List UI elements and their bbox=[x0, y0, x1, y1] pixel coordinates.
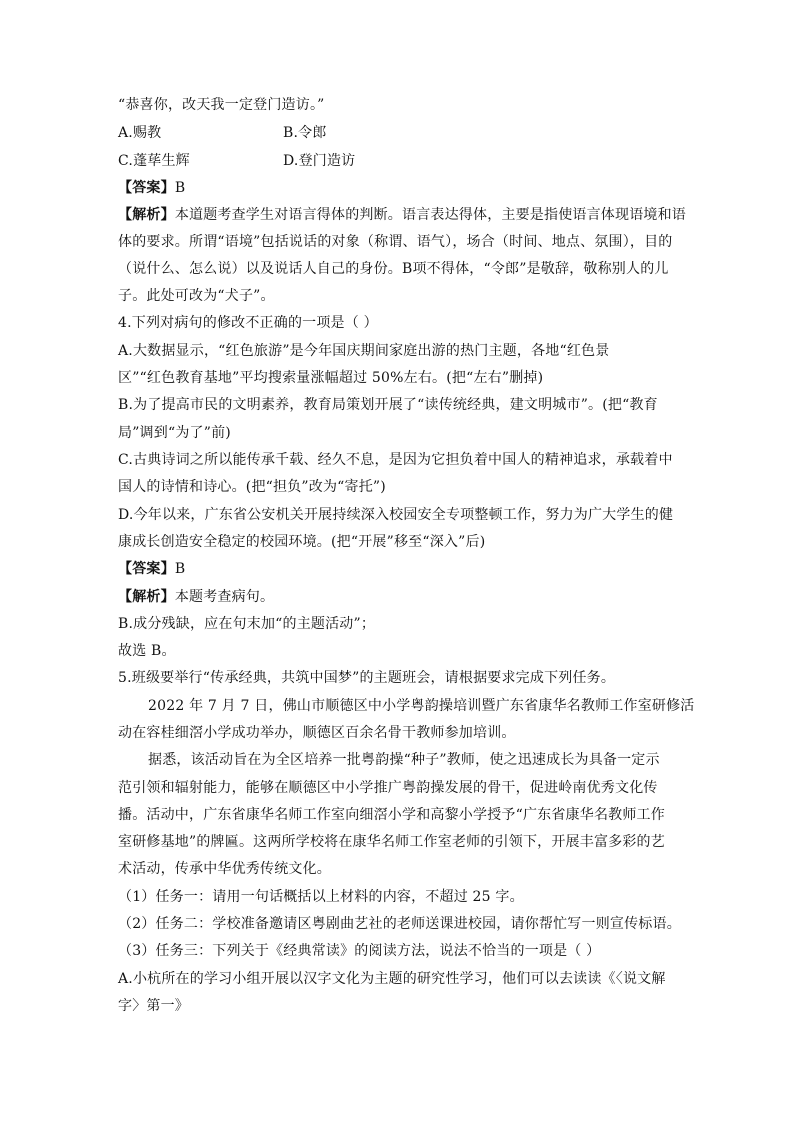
q4-option-line-1: A.大数据显示，“红色旅游”是今年国庆期间家庭出游的热门主题，各地“红色景 bbox=[118, 343, 610, 359]
q4-option-line-5: C.古典诗词之所以能传承千载、经久不息，是因为它担负着中国人的精神追求，承载着中 bbox=[118, 452, 673, 468]
q5-task-3-option-a-line-1: A.小杭所在的学习小组开展以汉字文化为主题的研究性学习，他们可以去读读《〈说文解 bbox=[118, 971, 666, 987]
q4-option-line-7: D.今年以来，广东省公安机关开展持续深入校园安全专项整顿工作，努力为广大学生的健 bbox=[118, 507, 674, 523]
q4-option-line-4: 局”调到“为了”前) bbox=[118, 425, 231, 441]
q4-analysis-label: 【解析】 bbox=[118, 589, 175, 605]
q3-analysis-label: 【解析】 bbox=[118, 207, 175, 223]
q3-option-a: A.赐教 bbox=[118, 125, 162, 141]
q5-task-3: （3）任务三：下列关于《经典常读》的阅读方法，说法不恰当的一项是（ ） bbox=[118, 943, 601, 959]
q4-option-line-8: 康成长创造安全稳定的校园环境。(把“开展”移至“深入”后) bbox=[118, 534, 486, 550]
q3-analysis-line-3: （说什么、怎么说）以及说话人自己的身份。B项不得体，“令郎”是敬辞，敬称别人的儿 bbox=[118, 261, 669, 277]
q4-stem: 4.下列对病句的修改不正确的一项是（ ） bbox=[118, 315, 378, 331]
q5-material-line-1: 2022 年 7 月 7 日，佛山市顺德区中小学粤韵操培训暨广东省康华名教师工作室研修活 bbox=[148, 698, 695, 714]
q3-quote-line: “恭喜你，改天我一定登门造访。” bbox=[118, 97, 325, 113]
q4-analysis-text: 本题考查病句。 bbox=[174, 589, 275, 605]
q5-material-line-7: 术活动，传承中华优秀传统文化。 bbox=[118, 861, 331, 877]
q4-analysis-extra-2: 故选 B。 bbox=[118, 643, 176, 659]
q5-task-3-option-a-line-2: 字〉第一》 bbox=[118, 998, 189, 1014]
q4-answer-value: B bbox=[174, 561, 186, 577]
q5-material-line-2: 动在容桂细滘小学成功举办，顺德区百余名骨干教师参加培训。 bbox=[118, 725, 516, 741]
q3-option-b: B.令郎 bbox=[283, 125, 327, 141]
q4-option-line-6: 国人的诗情和诗心。(把“担负”改为“寄托”) bbox=[118, 479, 386, 495]
q4-analysis-extra-1: B.成分残缺，应在句末加“的主题活动”； bbox=[118, 616, 376, 632]
q4-analysis bbox=[118, 587, 678, 607]
q3-analysis-line-1 bbox=[118, 205, 687, 225]
q5-task-2: （2）任务二：学校准备邀请区粤剧曲艺社的老师送课进校园，请你帮忙写一则宣传标语。 bbox=[118, 916, 681, 932]
q4-answer bbox=[118, 559, 678, 579]
q5-material-line-5: 播。活动中，广东省康华名师工作室向细滘小学和高黎小学授予“广东省康华名教师工作 bbox=[118, 807, 665, 823]
q4-answer-label: 【答案】 bbox=[118, 561, 175, 577]
q3-answer bbox=[118, 178, 678, 198]
q3-option-d: D.登门造访 bbox=[283, 153, 356, 169]
q4-option-line-2: 区”“红色教育基地”平均搜索量涨幅超过 50%左右。(把“左右”删掉) bbox=[118, 370, 544, 386]
q3-option-c: C.蓬荜生辉 bbox=[118, 153, 190, 169]
q3-answer-label: 【答案】 bbox=[118, 180, 175, 196]
q3-analysis-text-1: 本道题考查学生对语言得体的判断。语言表达得体，主要是指使语言体现语境和语 bbox=[174, 207, 687, 223]
q3-analysis-line-4: 子。此处可改为“犬子”。 bbox=[118, 288, 275, 304]
q3-analysis-line-2: 体的要求。所谓“语境”包括说话的对象（称谓、语气），场合（时间、地点、氛围），目的 bbox=[118, 234, 673, 250]
q5-stem: 5.班级要举行“传承经典，共筑中国梦”的主题班会，请根据要求完成下列任务。 bbox=[118, 670, 616, 686]
q5-material-line-6: 室研修基地”的牌匾。这两所学校将在康华名师工作室老师的引领下，开展丰富多彩的艺 bbox=[118, 834, 665, 850]
q5-material-line-4: 范引领和辐射能力，能够在顺德区中小学推广粤韵操发展的骨干，促进岭南优秀文化传 bbox=[118, 780, 658, 796]
q4-option-line-3: B.为了提高市民的文明素养，教育局策划开展了“读传统经典，建文明城市”。(把“教育 bbox=[118, 397, 658, 413]
q3-answer-value: B bbox=[174, 180, 186, 196]
q5-task-1: （1）任务一：请用一句话概括以上材料的内容，不超过 25 字。 bbox=[118, 889, 524, 905]
q5-material-line-3: 据悉，该活动旨在为全区培养一批粤韵操“种子”教师，使之迅速成长为具备一定示 bbox=[148, 752, 660, 768]
